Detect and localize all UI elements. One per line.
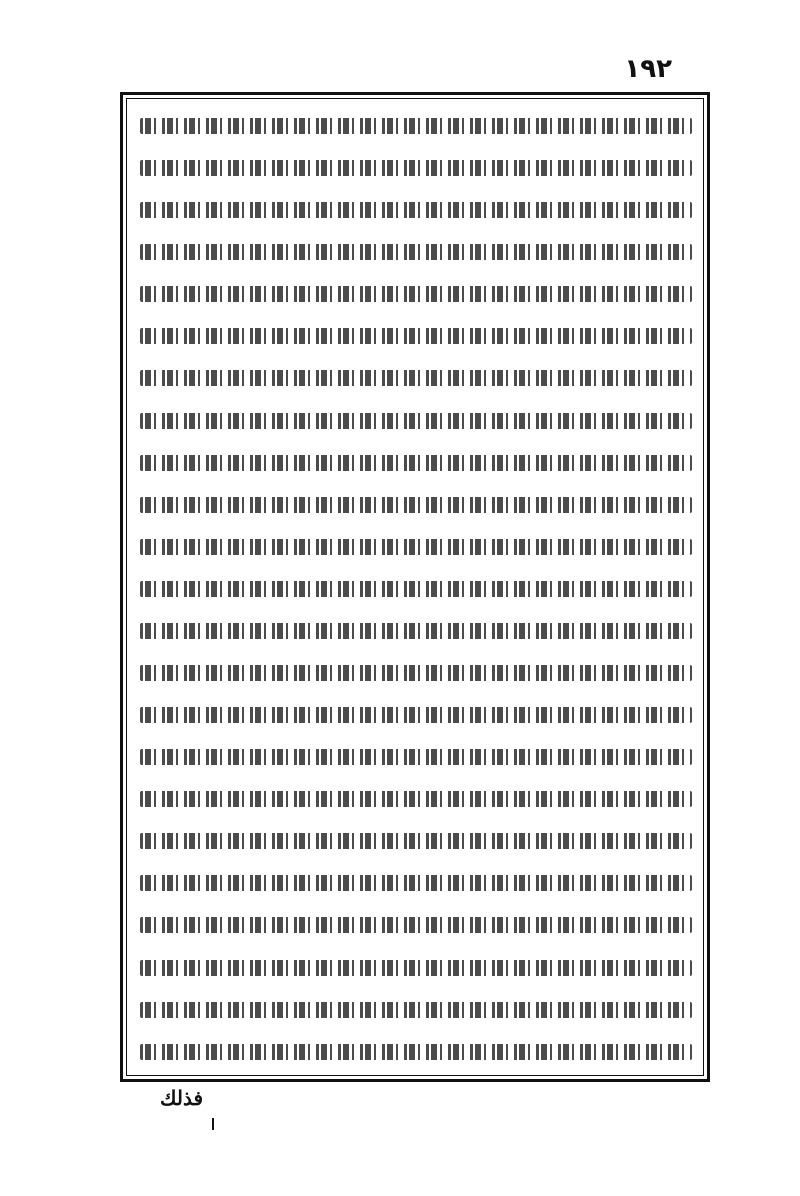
- page-number: ١٩٢: [624, 54, 672, 84]
- text-line: [140, 318, 692, 352]
- text-line: [140, 108, 692, 142]
- text-line: [140, 781, 692, 815]
- text-line: [140, 823, 692, 857]
- catchword-mark: [212, 1118, 214, 1130]
- text-line: [140, 234, 692, 268]
- text-line: [140, 739, 692, 773]
- text-line: [140, 192, 692, 226]
- text-line: [140, 992, 692, 1026]
- text-block: [140, 108, 692, 1068]
- text-line: [140, 276, 692, 310]
- catchword: فذلك: [160, 1086, 204, 1110]
- text-line: [140, 950, 692, 984]
- text-line: [140, 403, 692, 437]
- text-line: [140, 697, 692, 731]
- text-line: [140, 487, 692, 521]
- text-line: [140, 655, 692, 689]
- text-line: [140, 360, 692, 394]
- text-line: [140, 445, 692, 479]
- text-line: [140, 613, 692, 647]
- text-line: [140, 1034, 692, 1068]
- text-line: [140, 571, 692, 605]
- text-line: [140, 529, 692, 563]
- text-line: [140, 865, 692, 899]
- text-line: [140, 150, 692, 184]
- text-line: [140, 907, 692, 941]
